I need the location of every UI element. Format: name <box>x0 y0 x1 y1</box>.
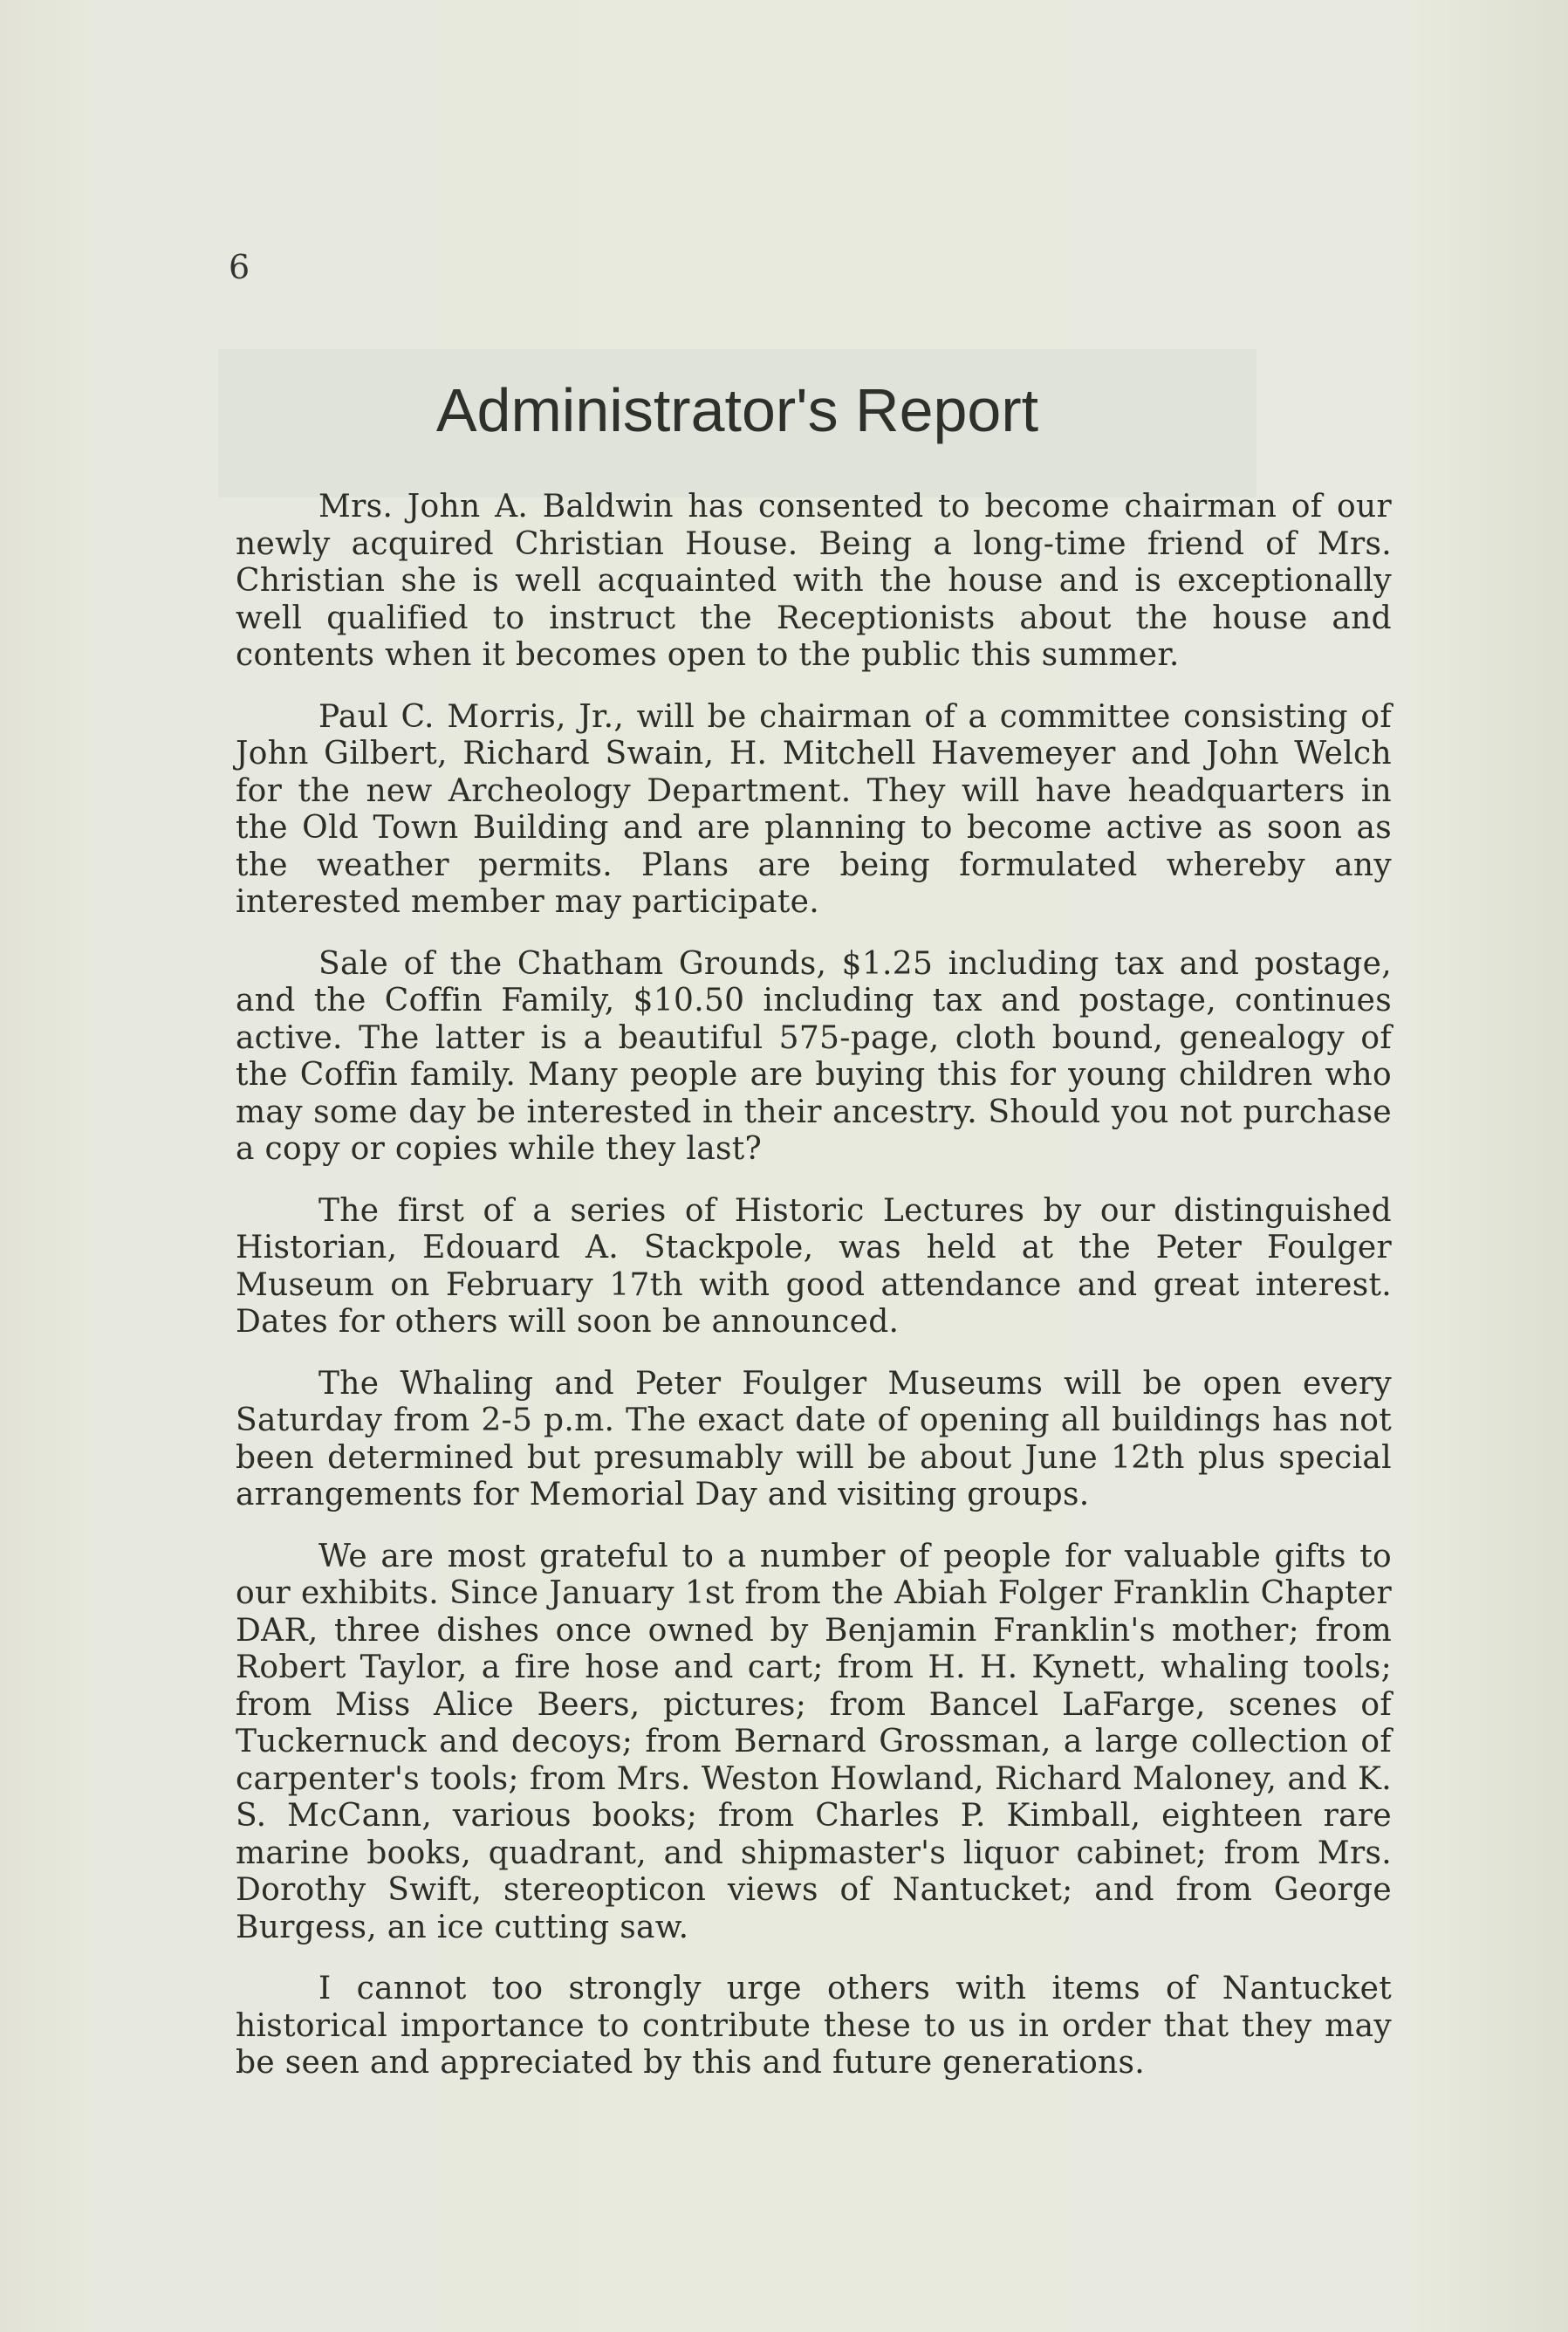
page-title: Administrator's Report <box>435 376 1039 444</box>
paragraph-closing-appeal: I cannot too strongly urge others with items of Nantucket historical importance to contribute these to us in order that they may be seen and appreciated by this and future generations. <box>236 1971 1392 2081</box>
page-number: 6 <box>229 248 250 286</box>
paragraph-book-sales: Sale of the Chatham Grounds, $1.25 including tax and postage, and the Coffin Family, $10.50 including tax and postage, continues active. The latter is a beautiful 575-page, cloth bound, genealogy of the Coffin family. Many people are buying this for young children who may some day be interested in their ancestry. Should you not purchase a copy or copies while they last? <box>236 945 1392 1167</box>
paragraph-gifts: We are most grateful to a number of people for valuable gifts to our exhibits. Since January 1st from the Abiah Folger Franklin Chapter DAR, three dishes once owned by Benjamin Franklin's mother; from Robert Taylor, a fire hose and cart; from H. H. Kynett, whaling tools; from Miss Alice Beers, pictures; from Bancel LaFarge, scenes of Tuckernuck and decoys; from Bernard Grossman, a large collection of carpenter's tools; from Mrs. Weston Howland, Richard Maloney, and K. S. McCann, various books; from Charles P. Kimball, eighteen rare marine books, quadrant, and shipmaster's liquor cabinet; from Mrs. Dorothy Swift, stereopticon views of Nantucket; and from George Burgess, an ice cutting saw. <box>236 1538 1392 1945</box>
paragraph-museum-hours: The Whaling and Peter Foulger Museums will be open every Saturday from 2-5 p.m. The exact date of opening all buildings has not been determined but presumably will be about June 12th plus special arrangements for Memorial Day and visiting groups. <box>236 1365 1392 1512</box>
paragraph-christian-house: Mrs. John A. Baldwin has consented to become chairman of our newly acquired Christian House. Being a long-time friend of Mrs. Christian she is well acquainted with the house and is exceptionally well qualified to instruct the Receptionists about the house and contents when it becomes open to the public this summer. <box>236 489 1392 673</box>
report-body <box>236 489 1392 2107</box>
paragraph-archeology-department: Paul C. Morris, Jr., will be chairman of a committee consisting of John Gilbert, Richard Swain, H. Mitchell Havemeyer and John Welch for the new Archeology Department. They will have headquarters in the Old Town Building and are planning to become active as soon as the weather permits. Plans are being formulated whereby any interested member may participate. <box>236 698 1392 920</box>
paragraph-historic-lectures: The first of a series of Historic Lectures by our distinguished Historian, Edouard A. Stackpole, was held at the Peter Foulger Museum on February 17th with good attendance and great interest. Dates for others will soon be announced. <box>236 1192 1392 1340</box>
